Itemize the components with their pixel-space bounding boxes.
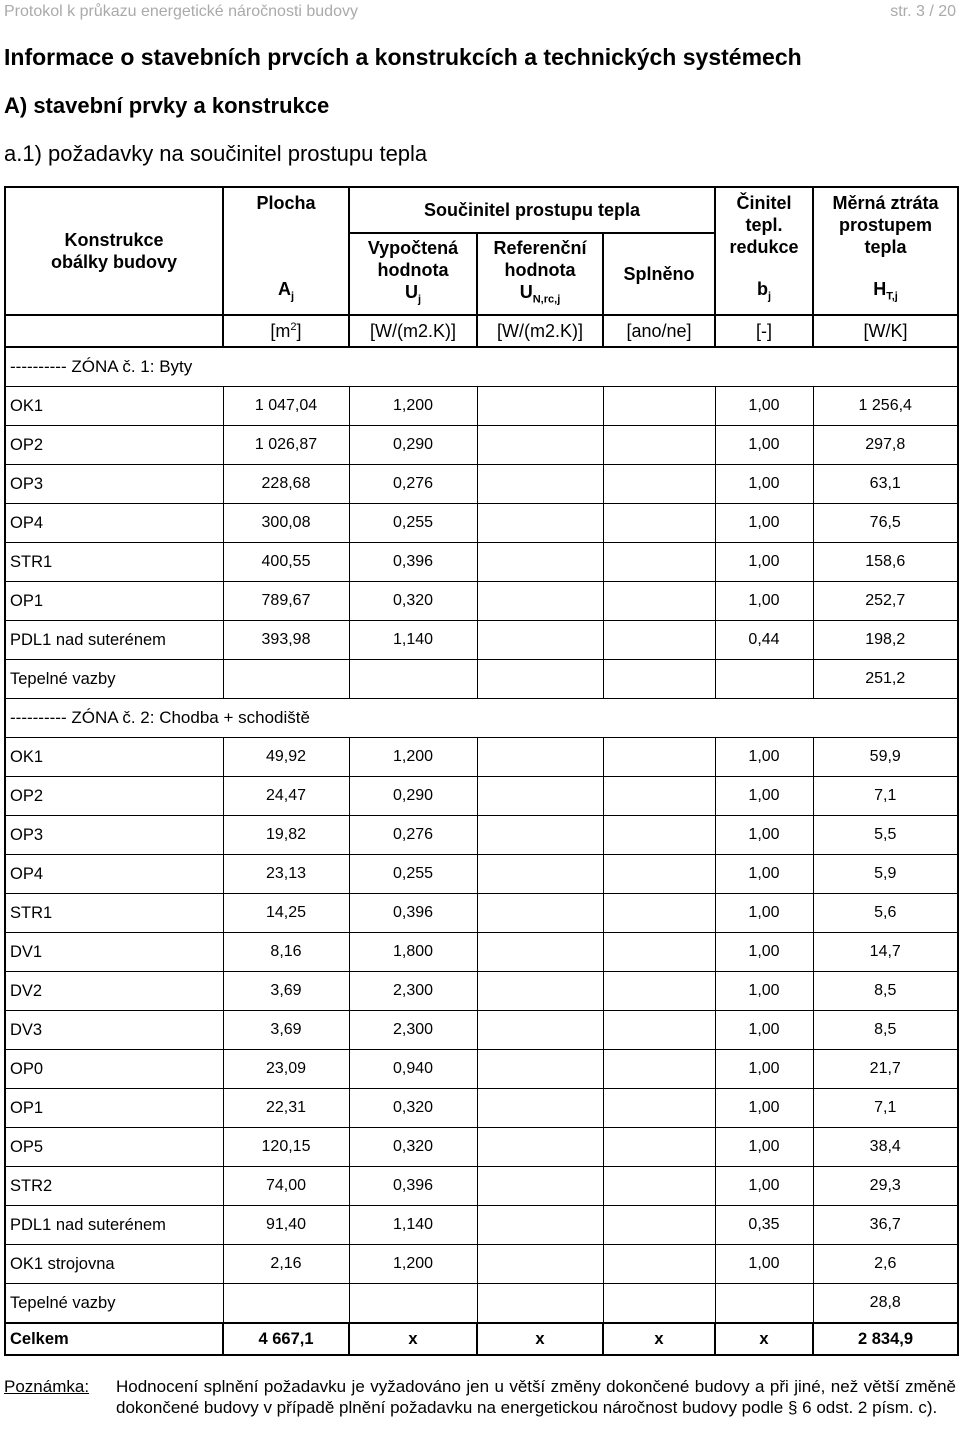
heat-loss-value: 63,1: [813, 465, 958, 504]
table-row: [5, 1245, 958, 1284]
heat-loss-value: 5,9: [813, 855, 958, 894]
area-value: 789,67: [223, 582, 349, 621]
fulfilled-value: [603, 1284, 715, 1324]
table-row: [5, 894, 958, 933]
construction-name: STR1: [5, 894, 223, 933]
construction-name: PDL1 nad suterénem: [5, 1206, 223, 1245]
heat-loss-value: 7,1: [813, 777, 958, 816]
u-ref-value: [477, 1011, 603, 1050]
area-value: 2,16: [223, 1245, 349, 1284]
total-label: Celkem: [5, 1323, 223, 1355]
heat-loss-value: 252,7: [813, 582, 958, 621]
factor-value: 1,00: [715, 1050, 813, 1089]
area-value: 1 026,87: [223, 426, 349, 465]
factor-value: 1,00: [715, 582, 813, 621]
u-value: 1,200: [349, 738, 477, 777]
construction-name: DV1: [5, 933, 223, 972]
factor-value: 1,00: [715, 543, 813, 582]
fulfilled-value: [603, 933, 715, 972]
factor-value: 1,00: [715, 972, 813, 1011]
construction-name: PDL1 nad suterénem: [5, 621, 223, 660]
u-ref-value: [477, 543, 603, 582]
col-header-fulfilled: Splněno: [603, 233, 715, 315]
area-value: 74,00: [223, 1167, 349, 1206]
total-row: [5, 1323, 958, 1355]
area-value: 3,69: [223, 1011, 349, 1050]
heat-loss-value: 21,7: [813, 1050, 958, 1089]
construction-name: OP0: [5, 1050, 223, 1089]
heat-loss-value: 76,5: [813, 504, 958, 543]
zone-label: ---------- ZÓNA č. 1: Byty: [5, 347, 958, 387]
total-u: x: [349, 1323, 477, 1355]
factor-value: 1,00: [715, 1128, 813, 1167]
u-ref-value: [477, 816, 603, 855]
unit-u-calc: [W/(m2.K)]: [349, 315, 477, 347]
construction-name: OP1: [5, 582, 223, 621]
area-value: 19,82: [223, 816, 349, 855]
factor-value: 0,44: [715, 621, 813, 660]
u-ref-value: [477, 426, 603, 465]
u-value: 2,300: [349, 1011, 477, 1050]
unit-area: $[m^2]$: [223, 315, 349, 347]
factor-value: 0,35: [715, 1206, 813, 1245]
factor-value: 1,00: [715, 465, 813, 504]
fulfilled-value: [603, 1245, 715, 1284]
subsection-heading: A) stavební prvky a konstrukce: [4, 93, 330, 118]
table-row: [5, 1050, 958, 1089]
u-value: 1,800: [349, 933, 477, 972]
construction-name: DV3: [5, 1011, 223, 1050]
u-ref-value: [477, 1284, 603, 1324]
zone-label-row: [5, 347, 958, 387]
construction-name: OP2: [5, 777, 223, 816]
document-title: Protokol k průkazu energetické náročnosti budovy: [4, 3, 358, 20]
fulfilled-value: [603, 582, 715, 621]
heat-loss-value: 38,4: [813, 1128, 958, 1167]
construction-name: OP4: [5, 855, 223, 894]
table-row: [5, 1284, 958, 1324]
u-value: 0,940: [349, 1050, 477, 1089]
u-value: [349, 1284, 477, 1324]
heat-loss-value: 59,9: [813, 738, 958, 777]
area-value: [223, 1284, 349, 1324]
construction-name: Tepelné vazby: [5, 1284, 223, 1324]
fulfilled-value: [603, 504, 715, 543]
footnote-label: Poznámka:: [4, 1377, 90, 1396]
construction-name: OP4: [5, 504, 223, 543]
heat-loss-value: 2,6: [813, 1245, 958, 1284]
table-row: [5, 1167, 958, 1206]
construction-name: Tepelné vazby: [5, 660, 223, 699]
area-value: 49,92: [223, 738, 349, 777]
table-row: [5, 621, 958, 660]
factor-value: 1,00: [715, 894, 813, 933]
total-fulfilled: x: [603, 1323, 715, 1355]
u-ref-value: [477, 777, 603, 816]
heat-loss-value: 8,5: [813, 1011, 958, 1050]
col-header-factor: Činitel tepl. redukce $b_j$: [715, 187, 813, 315]
heat-loss-value: 36,7: [813, 1206, 958, 1245]
page-number: str. 3 / 20: [890, 3, 956, 20]
factor-value: 1,00: [715, 933, 813, 972]
construction-name: OP3: [5, 465, 223, 504]
u-ref-value: [477, 972, 603, 1011]
footnote: [4, 1376, 956, 1418]
fulfilled-value: [603, 543, 715, 582]
u-ref-value: [477, 660, 603, 699]
heat-loss-value: 14,7: [813, 933, 958, 972]
construction-name: STR2: [5, 1167, 223, 1206]
fulfilled-value: [603, 816, 715, 855]
u-value: 0,276: [349, 816, 477, 855]
u-value: [349, 660, 477, 699]
heat-loss-value: 5,5: [813, 816, 958, 855]
fulfilled-value: [603, 738, 715, 777]
factor-value: 1,00: [715, 855, 813, 894]
u-value: 1,200: [349, 1245, 477, 1284]
u-ref-value: [477, 1245, 603, 1284]
construction-name: OK1 strojovna: [5, 1245, 223, 1284]
total-uref: x: [477, 1323, 603, 1355]
fulfilled-value: [603, 465, 715, 504]
area-value: 228,68: [223, 465, 349, 504]
fulfilled-value: [603, 972, 715, 1011]
area-value: 120,15: [223, 1128, 349, 1167]
zone-label: ---------- ZÓNA č. 2: Chodba + schodiště: [5, 699, 958, 738]
construction-name: OP3: [5, 816, 223, 855]
table-row: [5, 660, 958, 699]
heat-loss-value: 297,8: [813, 426, 958, 465]
fulfilled-value: [603, 1206, 715, 1245]
construction-name: OK1: [5, 387, 223, 426]
area-value: 91,40: [223, 1206, 349, 1245]
table-row: [5, 972, 958, 1011]
area-value: 22,31: [223, 1089, 349, 1128]
area-value: 23,13: [223, 855, 349, 894]
construction-name: OP1: [5, 1089, 223, 1128]
u-value: 1,140: [349, 621, 477, 660]
heat-loss-value: 8,5: [813, 972, 958, 1011]
table-row: [5, 1011, 958, 1050]
u-value: 0,255: [349, 855, 477, 894]
fulfilled-value: [603, 621, 715, 660]
fulfilled-value: [603, 855, 715, 894]
u-ref-value: [477, 1206, 603, 1245]
factor-value: 1,00: [715, 1245, 813, 1284]
factor-value: 1,00: [715, 1089, 813, 1128]
heat-loss-value: 5,6: [813, 894, 958, 933]
table-row: [5, 387, 958, 426]
section-heading: Informace o stavebních prvcích a konstrukcích a technických systémech: [4, 44, 802, 70]
factor-value: 1,00: [715, 777, 813, 816]
u-ref-value: [477, 855, 603, 894]
heat-loss-value: 198,2: [813, 621, 958, 660]
u-value: 0,320: [349, 1089, 477, 1128]
footnote-text: Hodnocení splnění požadavku je vyžadováno jen u větší změny dokončené budovy a při jiné, než větší změně dokončené budovy v případě plnění požadavku na energetickou náročnost budovy podle § 6 odst. 2 písm. c).: [116, 1377, 956, 1417]
area-value: 393,98: [223, 621, 349, 660]
factor-value: 1,00: [715, 504, 813, 543]
construction-name: OP2: [5, 426, 223, 465]
u-ref-value: [477, 465, 603, 504]
area-value: 3,69: [223, 972, 349, 1011]
u-ref-value: [477, 582, 603, 621]
u-value: 0,276: [349, 465, 477, 504]
heat-loss-value: 29,3: [813, 1167, 958, 1206]
factor-value: [715, 1284, 813, 1324]
construction-name: OK1: [5, 738, 223, 777]
factor-value: 1,00: [715, 1167, 813, 1206]
construction-name: OP5: [5, 1128, 223, 1167]
factor-value: [715, 660, 813, 699]
u-value: 0,255: [349, 504, 477, 543]
table-row: [5, 582, 958, 621]
u-ref-value: [477, 621, 603, 660]
heat-loss-value: 28,8: [813, 1284, 958, 1324]
col-header-u-ref: Referenční hodnota $U_{N,rc,j}$: [477, 233, 603, 315]
fulfilled-value: [603, 1011, 715, 1050]
area-value: 8,16: [223, 933, 349, 972]
table-row: [5, 465, 958, 504]
table-row: [5, 855, 958, 894]
u-ref-value: [477, 738, 603, 777]
u-ref-value: [477, 504, 603, 543]
area-value: 14,25: [223, 894, 349, 933]
u-ref-value: [477, 1128, 603, 1167]
factor-value: 1,00: [715, 387, 813, 426]
table-row: [5, 543, 958, 582]
table-row: [5, 504, 958, 543]
unit-u-ref: [W/(m2.K)]: [477, 315, 603, 347]
col-header-area: Plocha $A_j$: [223, 187, 349, 315]
table-row: [5, 1206, 958, 1245]
col-header-loss: Měrná ztráta prostupem tepla $H_{T,j}$: [813, 187, 958, 315]
u-value: 0,396: [349, 894, 477, 933]
unit-loss: [W/K]: [813, 315, 958, 347]
fulfilled-value: [603, 1089, 715, 1128]
table-row: [5, 933, 958, 972]
u-value: 2,300: [349, 972, 477, 1011]
heat-loss-value: 158,6: [813, 543, 958, 582]
area-value: [223, 660, 349, 699]
u-ref-value: [477, 1167, 603, 1206]
col-header-u-calc: Vypočtená hodnota $U_j$: [349, 233, 477, 315]
factor-value: 1,00: [715, 426, 813, 465]
u-ref-value: [477, 1050, 603, 1089]
heat-loss-value: 7,1: [813, 1089, 958, 1128]
u-value: 0,396: [349, 1167, 477, 1206]
col-header-u-group: Součinitel prostupu tepla: [349, 187, 715, 233]
fulfilled-value: [603, 1128, 715, 1167]
u-value: 0,290: [349, 426, 477, 465]
total-area: 4 667,1: [223, 1323, 349, 1355]
table-row: [5, 1128, 958, 1167]
u-value: 0,396: [349, 543, 477, 582]
u-value-table: [4, 186, 959, 1356]
heat-loss-value: 1 256,4: [813, 387, 958, 426]
subsubsection-heading: a.1) požadavky na součinitel prostupu tepla: [4, 141, 428, 166]
table-row: [5, 1089, 958, 1128]
fulfilled-value: [603, 1167, 715, 1206]
construction-name: STR1: [5, 543, 223, 582]
u-value: 1,200: [349, 387, 477, 426]
fulfilled-value: [603, 426, 715, 465]
col-header-construction: Konstrukce obálky budovy: [5, 187, 223, 315]
construction-name: DV2: [5, 972, 223, 1011]
factor-value: 1,00: [715, 816, 813, 855]
total-loss: 2 834,9: [813, 1323, 958, 1355]
fulfilled-value: [603, 660, 715, 699]
area-value: 1 047,04: [223, 387, 349, 426]
u-ref-value: [477, 933, 603, 972]
unit-fulfilled: [ano/ne]: [603, 315, 715, 347]
area-value: 23,09: [223, 1050, 349, 1089]
u-ref-value: [477, 387, 603, 426]
fulfilled-value: [603, 894, 715, 933]
u-value: 0,320: [349, 582, 477, 621]
u-ref-value: [477, 1089, 603, 1128]
zone-label-row: [5, 699, 958, 738]
table-row: [5, 426, 958, 465]
table-row: [5, 816, 958, 855]
fulfilled-value: [603, 387, 715, 426]
total-factor: x: [715, 1323, 813, 1355]
u-value: 1,140: [349, 1206, 477, 1245]
page-header: [4, 0, 956, 24]
factor-value: 1,00: [715, 738, 813, 777]
heat-loss-value: 251,2: [813, 660, 958, 699]
u-ref-value: [477, 894, 603, 933]
area-value: 300,08: [223, 504, 349, 543]
u-value: 0,290: [349, 777, 477, 816]
area-value: 24,47: [223, 777, 349, 816]
table-row: [5, 738, 958, 777]
u-value: 0,320: [349, 1128, 477, 1167]
units-row: [5, 315, 958, 347]
unit-factor: [-]: [715, 315, 813, 347]
table-row: [5, 777, 958, 816]
factor-value: 1,00: [715, 1011, 813, 1050]
area-value: 400,55: [223, 543, 349, 582]
fulfilled-value: [603, 777, 715, 816]
fulfilled-value: [603, 1050, 715, 1089]
